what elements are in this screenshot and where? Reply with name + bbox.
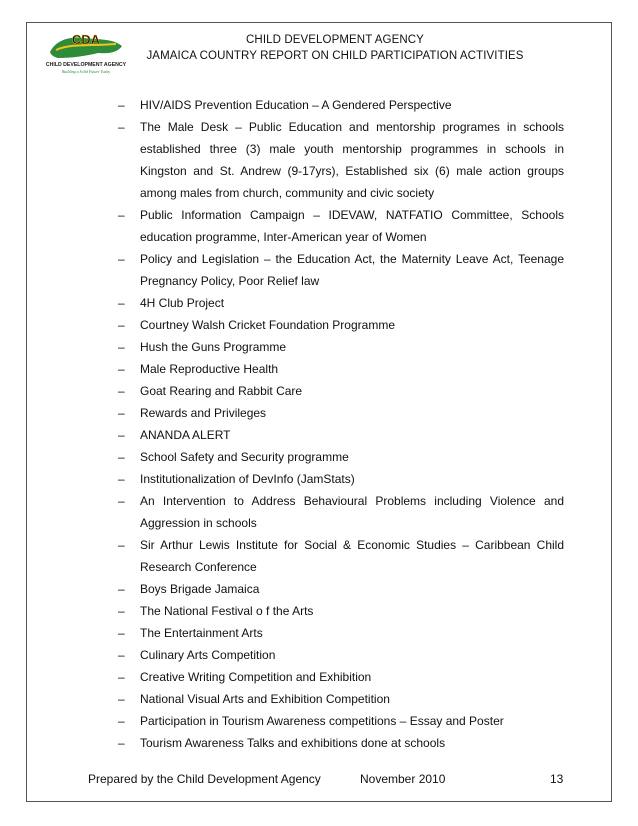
list-item: – School Safety and Security programme	[118, 446, 564, 468]
bullet-dash: –	[118, 626, 125, 640]
header-agency-title: CHILD DEVELOPMENT AGENCY	[246, 34, 424, 46]
bullet-dash: –	[118, 406, 125, 420]
bullet-dash: –	[118, 736, 125, 750]
list-item: – The National Festival o f the Arts	[118, 600, 564, 622]
bullet-dash: –	[118, 428, 125, 442]
bullet-dash: –	[118, 340, 125, 354]
list-item: – Culinary Arts Competition	[118, 644, 564, 666]
list-item: – The Male Desk – Public Education and mentorship programes in schools established three (3) male youth mentorship programmes in schools in Kingston and St. Andrew (9-17yrs), Established six (6) male action groups among males from church, community and civic society	[118, 116, 564, 204]
list-item: – Public Information Campaign – IDEVAW, NATFATIO Committee, Schools education programme, Inter-American year of Women	[118, 204, 564, 248]
bullet-dash: –	[118, 692, 125, 706]
bullet-dash: –	[118, 494, 125, 508]
list-item: – HIV/AIDS Prevention Education – A Gendered Perspective	[118, 94, 564, 116]
list-item: – Male Reproductive Health	[118, 358, 564, 380]
list-item: – Hush the Guns Programme	[118, 336, 564, 358]
bullet-dash: –	[118, 208, 125, 222]
list-item: – National Visual Arts and Exhibition Competition	[118, 688, 564, 710]
header-report-title: JAMAICA COUNTRY REPORT ON CHILD PARTICIPATION ACTIVITIES	[146, 50, 524, 62]
bullet-dash: –	[118, 714, 125, 728]
list-item: – An Intervention to Address Behavioural Problems including Violence and Aggression in schools	[118, 490, 564, 534]
list-item: – Creative Writing Competition and Exhibition	[118, 666, 564, 688]
bullet-dash: –	[118, 98, 125, 112]
list-item: – Rewards and Privileges	[118, 402, 564, 424]
bullet-dash: –	[118, 296, 125, 310]
list-item: – Boys Brigade Jamaica	[118, 578, 564, 600]
bullet-dash: –	[118, 538, 125, 552]
logo-name: CHILD DEVELOPMENT AGENCY	[46, 62, 126, 68]
bullet-dash: –	[118, 252, 125, 266]
bullet-dash: –	[118, 362, 125, 376]
bullet-dash: –	[118, 670, 125, 684]
list-item: – Goat Rearing and Rabbit Care	[118, 380, 564, 402]
list-item: – The Entertainment Arts	[118, 622, 564, 644]
bullet-dash: –	[118, 604, 125, 618]
list-item: – Institutionalization of DevInfo (JamStats)	[118, 468, 564, 490]
list-item: – Policy and Legislation – the Education Act, the Maternity Leave Act, Teenage Pregnancy Policy, Poor Relief law	[118, 248, 564, 292]
bullet-dash: –	[118, 472, 125, 486]
list-item: – Sir Arthur Lewis Institute for Social & Economic Studies – Caribbean Child Research Conference	[118, 534, 564, 578]
logo-abbr: CDA	[71, 32, 101, 47]
activity-list	[118, 94, 564, 754]
list-item: – Participation in Tourism Awareness competitions – Essay and Poster	[118, 710, 564, 732]
bullet-dash: –	[118, 648, 125, 662]
bullet-dash: –	[118, 384, 125, 398]
bullet-dash: –	[118, 450, 125, 464]
footer-prepared-by: Prepared by the Child Development Agency	[88, 772, 321, 786]
list-item: – 4H Club Project	[118, 292, 564, 314]
footer-date: November 2010	[360, 772, 446, 786]
logo-tagline: Building a Solid Future Today	[61, 69, 111, 74]
bullet-dash: –	[118, 582, 125, 596]
cda-logo	[46, 28, 126, 78]
bullet-dash: –	[118, 318, 125, 332]
list-item: – Courtney Walsh Cricket Foundation Programme	[118, 314, 564, 336]
list-item: – Tourism Awareness Talks and exhibitions done at schools	[118, 732, 564, 754]
bullet-dash: –	[118, 120, 125, 134]
list-item: – ANANDA ALERT	[118, 424, 564, 446]
footer-page-number: 13	[550, 772, 564, 786]
